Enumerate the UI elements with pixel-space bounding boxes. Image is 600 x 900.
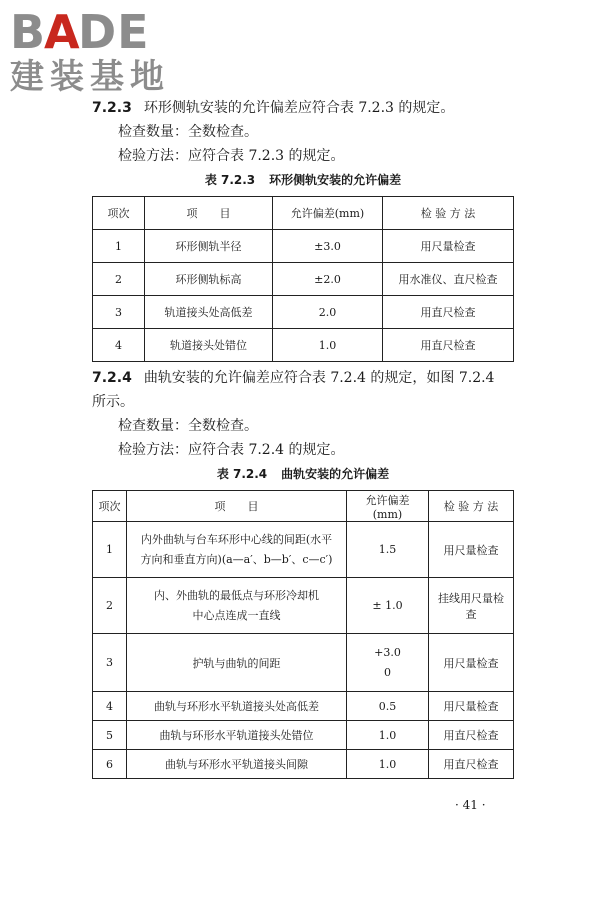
cell-method: 用直尺检查 (383, 296, 514, 329)
table-7-2-3 (92, 196, 514, 362)
table-caption-title: 环形侧轨安装的允许偏差 (269, 173, 402, 187)
clause-text: 环形侧轨安装的允许偏差应符合表 7.2.3 的规定。 (143, 100, 455, 116)
clause-number: 7.2.4 (92, 370, 132, 386)
cell-no: 4 (93, 329, 145, 362)
cell-item-line: 内外曲轨与台车环形中心线的间距(水平 (140, 532, 333, 546)
header-method: 检 验 方 法 (429, 491, 514, 522)
svg-text:DE: DE (78, 5, 150, 59)
cell-method: 用尺量检查 (429, 692, 514, 721)
table-caption (92, 464, 514, 484)
check-quantity: 检查数量：全数检查。 (118, 124, 258, 140)
table-caption-title: 曲轨安装的允许偏差 (281, 467, 390, 481)
cell-item: 环形侧轨半径 (145, 230, 273, 263)
table-row (93, 522, 514, 578)
table-row (93, 578, 514, 634)
header-tolerance: 允许偏差(mm) (347, 491, 429, 522)
table-row (93, 692, 514, 721)
cell-item-line: 方向和垂直方向)(a—a′、b—b′、c—c′) (140, 552, 333, 566)
cell-method: 用直尺检查 (429, 750, 514, 779)
cell-method: 用尺量检查 (429, 522, 514, 578)
cell-tolerance: ± 1.0 (347, 578, 429, 634)
header-no: 项次 (93, 491, 127, 522)
cell-item: 护轨与曲轨的间距 (127, 634, 347, 692)
check-method: 检验方法：应符合表 7.2.3 的规定。 (118, 148, 345, 164)
cell-item: 轨道接头处高低差 (145, 296, 273, 329)
cell-item: 曲轨与环形水平轨道接头处错位 (127, 721, 347, 750)
cell-method: 挂线用尺量检查 (429, 578, 514, 634)
table-row (93, 750, 514, 779)
svg-text:建装基地: 建装基地 (10, 57, 170, 92)
table-row (93, 634, 514, 692)
cell-tolerance (347, 634, 429, 692)
cell-item-line: 内、外曲轨的最低点与环形冷却机 (154, 588, 319, 602)
cell-tolerance: 2.0 (273, 296, 383, 329)
check-method: 检验方法：应符合表 7.2.4 的规定。 (118, 442, 345, 458)
table-row (93, 721, 514, 750)
cell-tolerance: ±3.0 (273, 230, 383, 263)
clause-number: 7.2.3 (92, 100, 132, 116)
cell-no: 2 (93, 263, 145, 296)
cell-no: 2 (93, 578, 127, 634)
cell-method: 用尺量检查 (429, 634, 514, 692)
clause-text: 曲轨安装的允许偏差应符合表 7.2.4 的规定，如图 7.2.4 (143, 370, 495, 386)
cell-tolerance: 1.0 (347, 750, 429, 779)
bade-logo-mark (8, 4, 198, 92)
tolerance-lower: 0 (384, 665, 391, 679)
svg-text:B: B (10, 5, 47, 59)
cell-method: 用水准仪、直尺检查 (383, 263, 514, 296)
table-caption (92, 170, 514, 190)
cell-no: 3 (93, 296, 145, 329)
cell-no: 3 (93, 634, 127, 692)
header-item: 项 目 (127, 491, 347, 522)
cell-no: 5 (93, 721, 127, 750)
table-row (93, 329, 514, 362)
cell-no: 6 (93, 750, 127, 779)
cell-no: 1 (93, 230, 145, 263)
bade-logo (8, 4, 198, 92)
table-7-2-4 (92, 490, 514, 779)
table-row (93, 263, 514, 296)
cell-tolerance: 0.5 (347, 692, 429, 721)
header-tolerance: 允许偏差(mm) (273, 197, 383, 230)
table-caption-number: 表 7.2.3 (204, 173, 256, 187)
table-row (93, 230, 514, 263)
cell-item (127, 522, 347, 578)
cell-item: 轨道接头处错位 (145, 329, 273, 362)
cell-item-line: 中心点连成一直线 (192, 608, 281, 622)
cell-tolerance: 1.5 (347, 522, 429, 578)
cell-item: 环形侧轨标高 (145, 263, 273, 296)
page-number: · 41 · (455, 798, 486, 812)
document-body (92, 96, 514, 779)
header-no: 项次 (93, 197, 145, 230)
cell-tolerance: 1.0 (347, 721, 429, 750)
clause-7-2-3 (92, 96, 514, 120)
header-item: 项 目 (145, 197, 273, 230)
table-header-row (93, 197, 514, 230)
cell-item (127, 578, 347, 634)
cell-method: 用直尺检查 (383, 329, 514, 362)
header-method: 检 验 方 法 (383, 197, 514, 230)
check-quantity: 检查数量：全数检查。 (118, 418, 258, 434)
svg-text:A: A (44, 5, 80, 59)
table-caption-number: 表 7.2.4 (216, 467, 268, 481)
clause-7-2-4 (92, 366, 514, 390)
table-header-row (93, 491, 514, 522)
tolerance-upper: +3.0 (374, 645, 401, 659)
cell-item: 曲轨与环形水平轨道接头处高低差 (127, 692, 347, 721)
clause-text-continued: 所示。 (92, 394, 134, 410)
cell-tolerance: ±2.0 (273, 263, 383, 296)
cell-tolerance: 1.0 (273, 329, 383, 362)
cell-item: 曲轨与环形水平轨道接头间隙 (127, 750, 347, 779)
cell-no: 4 (93, 692, 127, 721)
table-row (93, 296, 514, 329)
cell-method: 用直尺检查 (429, 721, 514, 750)
cell-no: 1 (93, 522, 127, 578)
cell-method: 用尺量检查 (383, 230, 514, 263)
